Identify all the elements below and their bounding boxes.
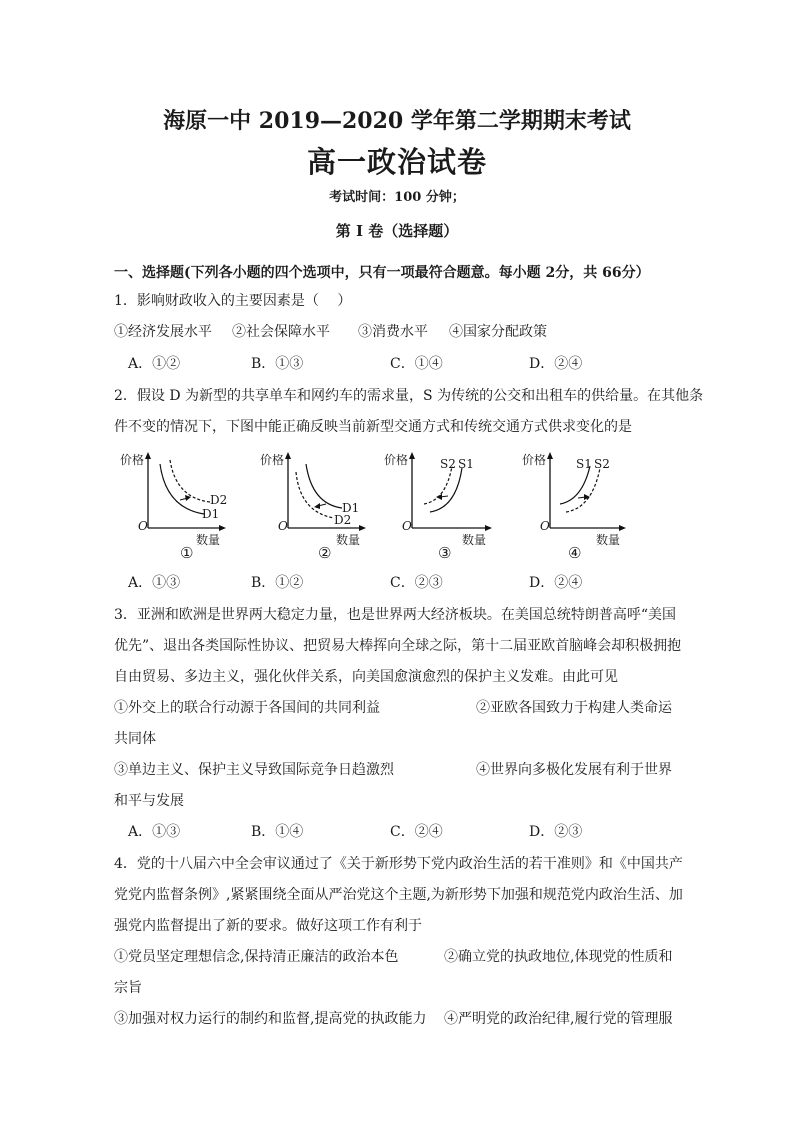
graph-2-curve-d2 — [296, 472, 334, 518]
q3-option-b: B．①④ — [251, 824, 304, 840]
graph-2-curve-d1 — [306, 464, 342, 508]
graph-1-y-arrow — [145, 452, 151, 459]
graph-3-ylabel: 价格 — [384, 453, 409, 467]
graph-3-x-arrow — [485, 525, 492, 531]
q2-stem-line-2: 件不变的情况下，下图中能正确反映当前新型交通方式和传统交通方式供求变化的是 — [114, 419, 632, 435]
q2-graph-1 — [118, 446, 228, 561]
graph-2-origin: O — [278, 519, 288, 533]
q3-stem-line-2: 优先”、退出各类国际性协议、把贸易大棒挥向全球之际，第十二届亚欧首脑峰会却积极拥抱 — [114, 638, 682, 654]
q2-graph-3 — [384, 446, 508, 562]
graph-3-number: ③ — [438, 544, 452, 562]
graph-2-label-a: D1 — [342, 501, 360, 515]
q2-graph-4 — [522, 446, 646, 562]
q3-stem-line-3: 自由贸易、多边主义，强化伙伴关系，向美国愈演愈烈的保护主义发难。由此可见 — [114, 669, 618, 685]
q3-item-4: ④世界向多极化发展有利于世界 — [476, 762, 672, 778]
graph-2-number: ② — [318, 544, 332, 562]
graph-4-y-arrow — [547, 452, 553, 459]
q3-option-a: A．①③ — [128, 824, 181, 840]
graph-3-xlabel: 数量 — [462, 533, 487, 547]
volume-heading: 第 I 卷（选择题） — [335, 222, 459, 240]
q1-option-c: C．①④ — [390, 356, 443, 372]
graph-2-x-arrow — [359, 525, 366, 531]
q4-stem-line-1: 4．党的十八届六中全会审议通过了《关于新形势下党内政治生活的若干准则》和《中国共产 — [114, 856, 683, 872]
q1-option-a: A．①② — [128, 356, 181, 372]
q1-option-b: B．①③ — [251, 356, 304, 372]
q1-option-d: D．②④ — [529, 356, 583, 372]
q1-item-2: ②社会保障水平 — [232, 324, 330, 340]
graph-1-label-a: D2 — [210, 493, 228, 507]
q4-item-2-cont: 宗旨 — [114, 980, 142, 996]
q2-option-d: D．②④ — [529, 575, 583, 591]
graph-4-curve-s2 — [566, 468, 600, 512]
graph-1-origin: O — [138, 519, 148, 533]
graph-3-curve-s1 — [430, 468, 462, 512]
graph-1-number: ① — [180, 544, 194, 562]
q1-item-4: ④国家分配政策 — [449, 324, 547, 340]
graph-4-label-a: S1 — [576, 457, 592, 471]
q4-item-4: ④严明党的政治纪律,履行党的管理服 — [444, 1011, 673, 1027]
q3-option-c: C．②④ — [390, 824, 443, 840]
graph-4-number: ④ — [568, 544, 582, 562]
graph-1-xlabel: 数量 — [196, 533, 221, 547]
graph-4-origin: O — [540, 519, 550, 533]
q4-item-1: ①党员坚定理想信念,保持清正廉洁的政治本色 — [114, 949, 399, 965]
graph-1-ylabel: 价格 — [120, 453, 145, 467]
graph-2-ylabel: 价格 — [260, 453, 285, 467]
graph-4-label-b: S2 — [594, 457, 610, 471]
q4-item-3: ③加强对权力运行的制约和监督,提高党的执政能力 — [114, 1011, 427, 1027]
graph-3-y-arrow — [409, 452, 415, 459]
q1-item-3: ③消费水平 — [358, 324, 428, 340]
q3-item-1: ①外交上的联合行动源于各国间的共同利益 — [114, 700, 380, 716]
q4-stem-line-3: 强党内监督提出了新的要求。做好这项工作有利于 — [114, 918, 422, 934]
graph-3-curve-s2 — [424, 466, 452, 504]
graph-2-label-b: D2 — [334, 513, 352, 527]
q2-graph-2 — [258, 446, 368, 561]
paper-subtitle: 高一政治试卷 — [306, 145, 487, 179]
graph-1-x-arrow — [219, 525, 226, 531]
q4-item-2: ②确立党的执政地位,体现党的性质和 — [444, 949, 673, 965]
q1-stem: 1．影响财政收入的主要因素是（ ） — [114, 293, 352, 309]
graph-3-shift-arrowhead — [436, 494, 442, 500]
q2-option-a: A．①③ — [128, 575, 181, 591]
q3-item-2: ②亚欧各国致力于构建人类命运 — [476, 700, 672, 716]
q2-option-c: C．②③ — [390, 575, 443, 591]
graph-3-label-b: S1 — [458, 457, 474, 471]
q3-option-d: D．②③ — [529, 824, 583, 840]
exam-title: 海原一中 2019—2020 学年第二学期期末考试 — [163, 108, 631, 134]
graph-1-curve-d2 — [170, 460, 210, 502]
graph-4-x-arrow — [619, 525, 626, 531]
graph-3-label-a: S2 — [440, 457, 456, 471]
graph-3-origin: O — [402, 519, 412, 533]
exam-time: 考试时间：100 分钟； — [329, 190, 465, 205]
q1-item-1: ①经济发展水平 — [114, 324, 212, 340]
q3-item-3: ③单边主义、保护主义导致国际竞争日趋激烈 — [114, 762, 394, 778]
q3-stem-line-1: 3．亚洲和欧洲是世界两大稳定力量，也是世界两大经济板块。在美国总统特朗普高呼“美国 — [114, 607, 677, 623]
q2-option-b: B．①② — [251, 575, 304, 591]
q2-stem-line-1: 2．假设 D 为新型的共享单车和网约车的需求量，S 为传统的公交和出租车的供给量。在其他条 — [114, 388, 704, 404]
q3-item-4-cont: 和平与发展 — [114, 793, 184, 809]
section-heading: 一、选择题(下列各小题的四个选项中，只有一项最符合题意。每小题 2分，共 66分） — [114, 265, 650, 281]
graph-2-xlabel: 数量 — [336, 533, 361, 547]
q4-stem-line-2: 党党内监督条例》,紧紧围绕全面从严治党这个主题,为新形势下加强和规范党内政治生活、加 — [114, 887, 683, 903]
q3-item-2-cont: 共同体 — [114, 731, 156, 747]
graph-4-xlabel: 数量 — [596, 533, 621, 547]
graph-2-y-arrow — [285, 452, 291, 459]
graph-4-ylabel: 价格 — [522, 453, 547, 467]
graph-2-shift-arrowhead — [314, 503, 320, 509]
graph-1-label-b: D1 — [202, 507, 220, 521]
